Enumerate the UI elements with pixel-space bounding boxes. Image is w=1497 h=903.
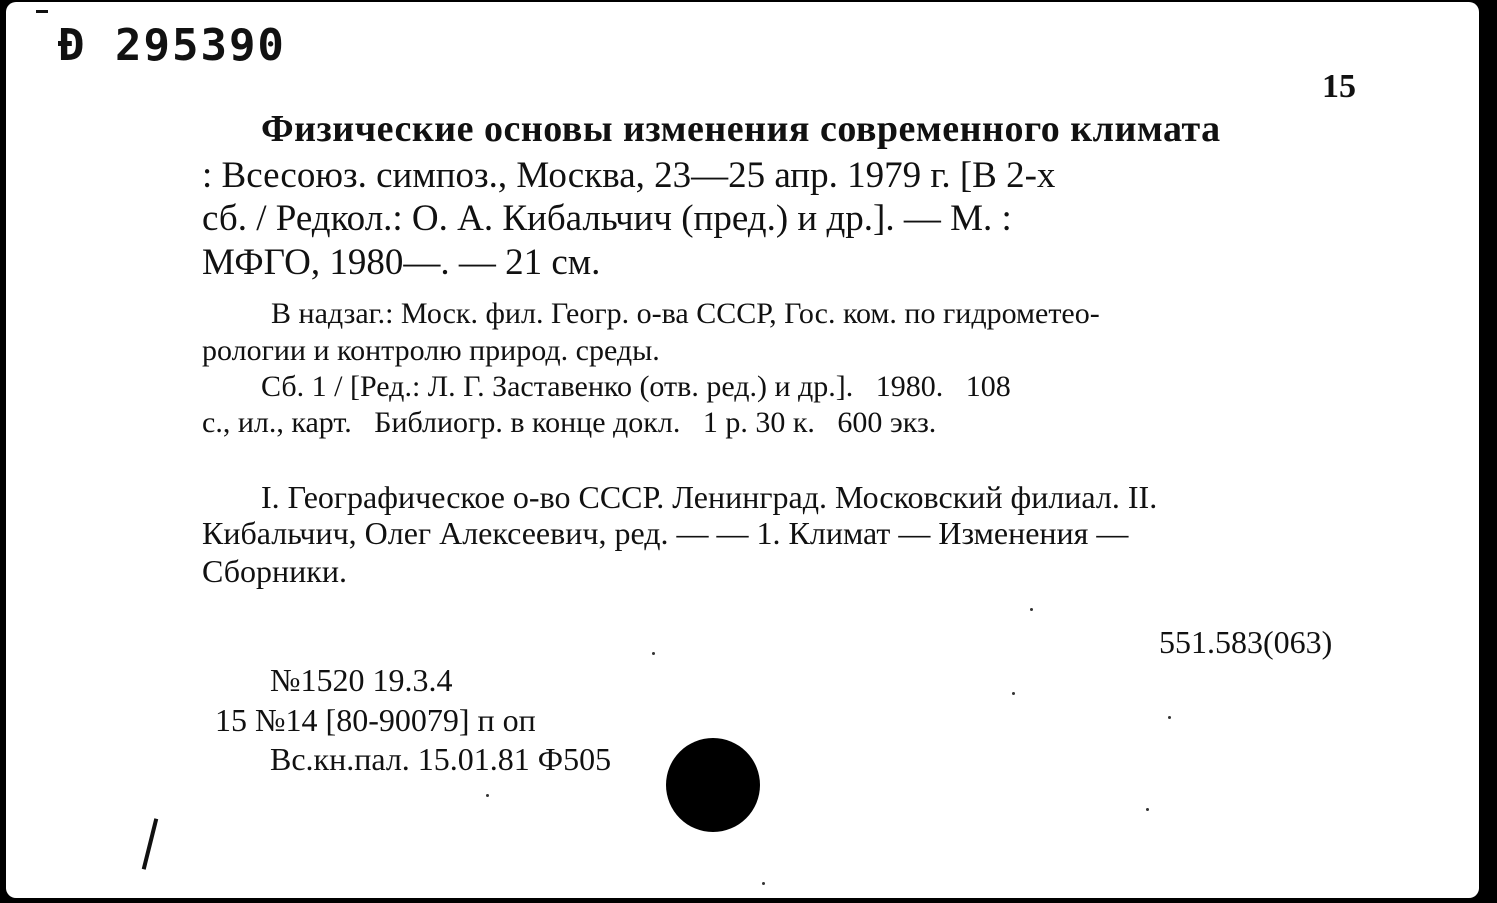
note-line-4: с., ил., карт. Библиогр. в конце докл. 1 р. 30 к. 600 экз. [202, 406, 937, 439]
description-line-2: сб. / Редкол.: О. А. Кибальчич (пред.) и др.]. — М. : [202, 198, 1012, 239]
pencil-mark [142, 818, 158, 869]
speck [486, 794, 489, 797]
subject-line-3: Сборники. [202, 553, 347, 589]
description-line-3: МФГО, 1980—. — 21 см. [202, 242, 601, 283]
subject-line-2: Кибальчич, Олег Алексеевич, ред. — — 1. Климат — Изменения — [202, 515, 1129, 551]
punch-hole [666, 738, 760, 832]
speck [1012, 692, 1015, 695]
speck [1030, 608, 1033, 611]
note-line-1: В надзаг.: Моск. фил. Геогр. о-ва СССР, Гос. ком. по гидрометео- [271, 297, 1100, 330]
udc-code: 551.583(063) [1159, 624, 1333, 660]
imprint-line-2: 15 №14 [80-90079] п оп [215, 702, 536, 738]
subject-line-1: I. Географическое о-во СССР. Ленинград. Московский филиал. II. [261, 479, 1158, 515]
corner-mark [36, 10, 48, 13]
note-line-2: рологии и контролю природ. среды. [202, 334, 660, 367]
card-title: Физические основы изменения современного климата [261, 108, 1221, 150]
imprint-line-1: №1520 19.3.4 [270, 662, 453, 698]
card-number: 15 [1322, 68, 1356, 105]
speck [762, 882, 765, 885]
speck [652, 652, 655, 655]
catalog-card [6, 2, 1479, 898]
note-line-3: Сб. 1 / [Ред.: Л. Г. Заставенко (отв. ред.) и др.]. 1980. 108 [261, 370, 1011, 403]
card-stamp: Ð 295390 [58, 20, 286, 71]
speck [1146, 808, 1149, 811]
description-line-1: : Всесоюз. симпоз., Москва, 23—25 апр. 1979 г. [В 2-х [202, 155, 1056, 196]
speck [1168, 716, 1171, 719]
imprint-line-3: Вс.кн.пал. 15.01.81 Ф505 [270, 741, 612, 777]
